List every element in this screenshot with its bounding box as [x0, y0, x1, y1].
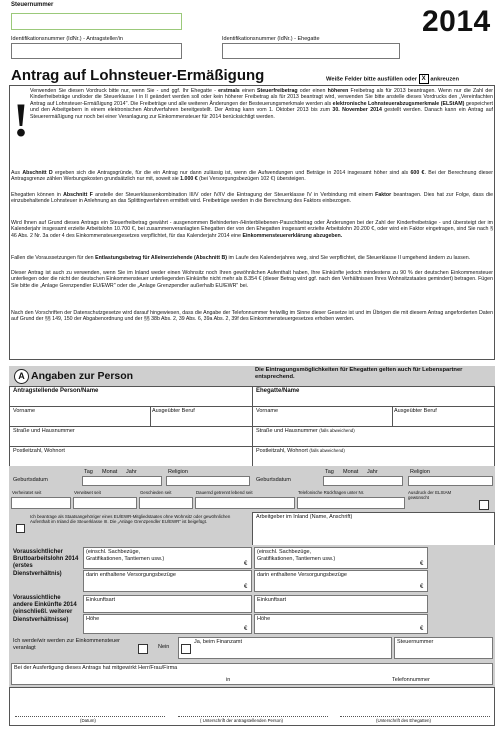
divorced-since-input[interactable] [139, 497, 193, 509]
euro-sign: € [244, 584, 248, 590]
euro-sign: € [420, 626, 424, 632]
applicant-street-input[interactable] [11, 435, 250, 445]
applicant-birthdate-input[interactable] [82, 476, 162, 486]
phone-input[interactable] [297, 497, 405, 509]
spouse-street-label: Straße und Hausnummer (falls abweichend) [256, 428, 355, 434]
applicant-religion-input[interactable] [166, 476, 250, 486]
fill-instruction [326, 74, 459, 84]
spouse-gross-incl-label: (einschl. Sachbezüge, Gratifikationen, Tantiemen usw.) [257, 549, 336, 562]
row-line [9, 426, 495, 427]
separated-since-label: Dauernd getrennt lebend seit [196, 490, 253, 495]
applicant-income-amount-label: Höhe [86, 616, 100, 622]
assessment-label: Ich werde/wir werden zur Einkommensteuer veranlagt [13, 638, 120, 651]
spouse-zip-label: Postleitzahl, Wohnort (falls abweichend) [256, 448, 345, 454]
applicant-gross-incl-label: (einschl. Sachbezüge, Gratifikationen, Tantiemen usw.) [86, 549, 165, 562]
applicant-name-label: Antragstellende Person/Name [13, 388, 99, 394]
example-checkbox-icon: X [419, 74, 429, 84]
spouse-month-label: Monat [343, 469, 359, 475]
applicant-zip-input[interactable] [11, 455, 250, 465]
notice-paragraph-1: Verwenden Sie diesen Vordruck bitte nur, wenn Sie - und ggf. Ihr Ehegatte - erstmals einen Steuerfreibetrag oder einen höheren Freibetrag als für 2013 beantragen. Wenn nur die Zahl der Kinderfreibeträge und/oder die Steuerklasse I in II geändert werden soll oder kein höherer Freibetrag als für 2013 beantragt wird, verwenden Sie bitte anstelle dieses Vordrucks den „Vereinfachten Antrag auf Lohnsteuer-Ermäßigung 2014". Die Freibeträge und alle weiteren Änderungen der Besteuerungsmerkmale werden als elektronische Lohnsteuerabzugsmerkmale (ELStAM) gespeichert und den Arbeitgebern in einem elektronischen Abrufverfahren bereitgestellt. Der Antrag kann vom 1. Oktober 2013 bis zum 30. November 2014 gestellt werden. Danach kann ein Antrag auf Steuerermäßigung nur noch bei einer Veranlagung zur Einkommensteuer für 2014 berücksichtigt werden. [30, 88, 493, 120]
section-a-title: Angaben zur Person [31, 370, 134, 382]
fill-instruction-text: Weiße Felder bitte ausfüllen oder [326, 76, 418, 83]
spouse-income-type-label: Einkunftsart [257, 597, 287, 603]
married-since-label: Verheiratet seit [12, 490, 42, 495]
spouse-job-input[interactable] [394, 415, 493, 425]
fill-instruction-end: ankreuzen [430, 76, 459, 83]
spouse-name-label: Ehegatte/Name [256, 388, 300, 394]
spouse-year-label: Jahr [367, 469, 378, 475]
applicant-name-input[interactable] [11, 396, 250, 406]
spouse-street-input[interactable] [254, 435, 493, 445]
applicant-firstname-input[interactable] [11, 415, 148, 425]
euro-sign: € [420, 561, 424, 567]
spouse-name-input[interactable] [254, 396, 493, 406]
date-label: (Datum) [80, 718, 96, 723]
spouse-firstname-input[interactable] [254, 415, 390, 425]
notice-paragraph-7: Nach den Vorschriften der Datenschutzgesetze wird darauf hingewiesen, dass die Angabe der Telefonnummer freiwillig im Sinne dieser Gesetze ist und im Übrigen die mit diesem Antrag angeforderten Daten auf Grund der §§ 149, 150 der Abgabenordnung und der §§ 38b Abs. 2, 39 Abs. 6, 39a Abs. 2, 39f des Einkommensteuergesetzes erhoben werden. [11, 310, 493, 323]
applicant-zip-label: Postleitzahl, Wohnort [13, 448, 65, 454]
signature-line-2 [340, 716, 490, 717]
widowed-since-label: Verwitwet seit [74, 490, 101, 495]
spouse-income-amount-label: Höhe [257, 616, 271, 622]
signature-spouse-label: (Unterschrift des Ehegatten) [376, 718, 431, 723]
applicant-year-label: Jahr [126, 469, 137, 475]
spouse-pension-label: darin enthaltene Versorgungsbezüge [257, 572, 347, 578]
gross-wage-label: Voraussichtlicher Bruttoarbeitslohn 2014 (erstes Dienstverhältnis) [13, 549, 79, 577]
spouse-job-label: Ausgeübter Beruf [394, 408, 437, 414]
idnr-ehegatte-label: Identifikationsnummer (IdNr.) - Ehegatte [222, 36, 320, 42]
signature-applicant-label: ( Unterschrift der antragstellenden Person) [200, 718, 283, 723]
applicant-street-label: Straße und Hausnummer [13, 428, 75, 434]
spouse-religion-label: Religion [410, 469, 430, 475]
euro-sign: € [244, 626, 248, 632]
applicant-religion-label: Religion [168, 469, 188, 475]
euro-sign: € [244, 561, 248, 567]
euro-sign: € [420, 584, 424, 590]
elstam-checkbox[interactable] [479, 500, 489, 510]
idnr-antragsteller-label: Identifikationsnummer (IdNr.) - Antragsteller/in [11, 36, 123, 42]
idnr-ehegatte-input[interactable] [222, 43, 400, 59]
section-a-note: Die Eintragungsmöglichkeiten für Ehegatten gelten auch für Lebenspartner entsprechend. [255, 367, 463, 380]
exclamation-icon: ! [13, 94, 29, 147]
phone-label: Telefonische Rückfragen unter Nr. [298, 490, 365, 495]
notice-paragraph-6: Dieser Antrag ist auch zu verwenden, wenn Sie im Inland weder einen Wohnsitz noch Ihren gewöhnlichen Aufenthalt haben, Ihre Einkünfte jedoch mindestens zu 90 % der deutschen Einkommensteuer unterliegen oder die nicht der deutschen Einkommensteuer unterliegenden Einkünfte nicht mehr als 8.354 € (dieser Betrag wird ggf. nach den Verhältnissen Ihres Wohnsitzstaates gemindert) betragen. Fügen Sie bitte die „Anlage Grenzpendler EU/EWR" oder die „Anlage Grenzpendler außerhalb EU/EWR" bei. [11, 270, 493, 289]
applicant-job-input[interactable] [152, 415, 250, 425]
idnr-antragsteller-input[interactable] [11, 43, 182, 59]
row-line [9, 406, 495, 407]
divorced-since-label: Geschieden seit [140, 490, 172, 495]
spouse-day-label: Tag [325, 469, 334, 475]
row-line [9, 687, 495, 688]
date-line [15, 716, 165, 717]
assessment-yes-label: Ja, beim Finanzamt [194, 639, 242, 645]
employer-input[interactable] [254, 521, 493, 543]
row-line [9, 446, 495, 447]
separated-since-input[interactable] [195, 497, 295, 509]
assessment-no-checkbox[interactable] [138, 644, 148, 654]
eu-text: Ich beantrage als Staatsangehöriger eines EU/EWR-Mitgliedstaates ohne Wohnsitz oder gewöhnlichen Aufenthalt im Inland die Steuerklasse III. Die „Anlage Grenzpendler EU/EWR" ist beigefügt. [30, 514, 231, 525]
married-since-input[interactable] [11, 497, 71, 509]
helper-label: Bei der Ausfertigung dieses Antrags hat mitgewirkt Herr/Frau/Firma [14, 665, 178, 671]
applicant-job-label: Ausgeübter Beruf [152, 408, 195, 414]
assessment-no-label: Nein [158, 644, 170, 650]
helper-city-label: in [226, 677, 231, 683]
employer-label: Arbeitgeber im Inland (Name, Anschrift) [256, 514, 353, 520]
applicant-pension-label: darin enthaltene Versorgungsbezüge [86, 572, 176, 578]
spouse-firstname-label: Vorname [256, 408, 279, 414]
section-a-letter: A [14, 369, 29, 384]
applicant-income-type-label: Einkunftsart [86, 597, 116, 603]
helper-phone-label: Telefonnummer [392, 677, 430, 683]
spouse-income-amount-input[interactable] [254, 614, 428, 634]
eu-checkbox[interactable] [16, 524, 25, 533]
spouse-religion-input[interactable] [408, 476, 493, 486]
spouse-zip-input[interactable] [254, 455, 493, 465]
elstam-label: Ausdruck der ELStAM gewünscht [408, 490, 452, 501]
notice-paragraph-2: Aus Abschnitt D ergeben sich die Antragsgründe, für die ein Antrag nur dann zulässig ist, wenn die Aufwendungen und Beträge in 2014 insgesamt höher sind als 600 €. Bei der Berechnung dieser Antragsgrenze zählen Werbungskosten grundsätzlich nur mit, soweit sie 1.000 € (bei Versorgungsbezügen 102 €) übersteigen. [11, 170, 493, 183]
applicant-month-label: Monat [102, 469, 118, 475]
notice-paragraph-3: Ehegatten können in Abschnitt F anstelle der Steuerklassenkombination III/V oder IV/IV die Eintragung der Steuerklasse IV in Verbindung mit einem Faktor beantragen. Dies hat zur Folge, dass die einzubehaltende Lohnsteuer in Anlehnung an das Splittingverfahren ermittelt wird. Freibeträge werden in die Berechnung des Faktors einbezogen. [11, 192, 493, 205]
applicant-day-label: Tag [84, 469, 93, 475]
form-year: 2014 [422, 5, 491, 38]
signature-line-1 [178, 716, 328, 717]
applicant-firstname-label: Vorname [13, 408, 36, 414]
widowed-since-input[interactable] [73, 497, 137, 509]
spouse-birthdate-input[interactable] [323, 476, 403, 486]
steuernummer-label: Steuernummer [11, 2, 54, 8]
applicant-income-amount-input[interactable] [83, 614, 252, 634]
other-income-label: Voraussichtliche andere Einkünfte 2014 (einschließl. weiterer Dienstverhältnisse) [13, 595, 77, 623]
spouse-birthdate-label: Geburtsdatum [256, 477, 291, 483]
steuernummer-input[interactable] [11, 13, 182, 30]
form-title: Antrag auf Lohnsteuer-Ermäßigung [11, 67, 265, 84]
assessment-yes-checkbox[interactable] [181, 644, 191, 654]
cell-divider [150, 406, 151, 426]
notice-paragraph-4: Wird Ihnen auf Grund dieses Antrags ein Steuerfreibetrag gewährt - ausgenommen Behinderten-/Hinterbliebenen-Pauschbetrag oder Änderungen bei der Zahl der Kinderfreibeträge - und übersteigt der im Kalenderjahr insgesamt erzielte Arbeitslohn 10.700 €, bei zusammenveranlagten Ehegatten der von den Ehegatten insgesamt erzielte Arbeitslohn 20.200 €, oder wird ein Faktor eingetragen, sind Sie nach § 46 Abs. 2 Nr. 3a oder 4 des Einkommensteuergesetzes verpflichtet, für das Kalenderjahr 2014 eine Einkommensteuererklärung abzugeben. [11, 220, 493, 239]
tax-number-label: Steuernummer [397, 639, 434, 645]
notice-paragraph-5: Fallen die Voraussetzungen für den Entlastungsbetrag für Alleinerziehende (Abschnitt B) im Laufe des Kalenderjahres weg, sind Sie verpflichtet, die Steuerklasse II umgehend ändern zu lassen. [11, 255, 471, 261]
cell-divider [392, 406, 393, 426]
applicant-birthdate-label: Geburtsdatum [13, 477, 48, 483]
